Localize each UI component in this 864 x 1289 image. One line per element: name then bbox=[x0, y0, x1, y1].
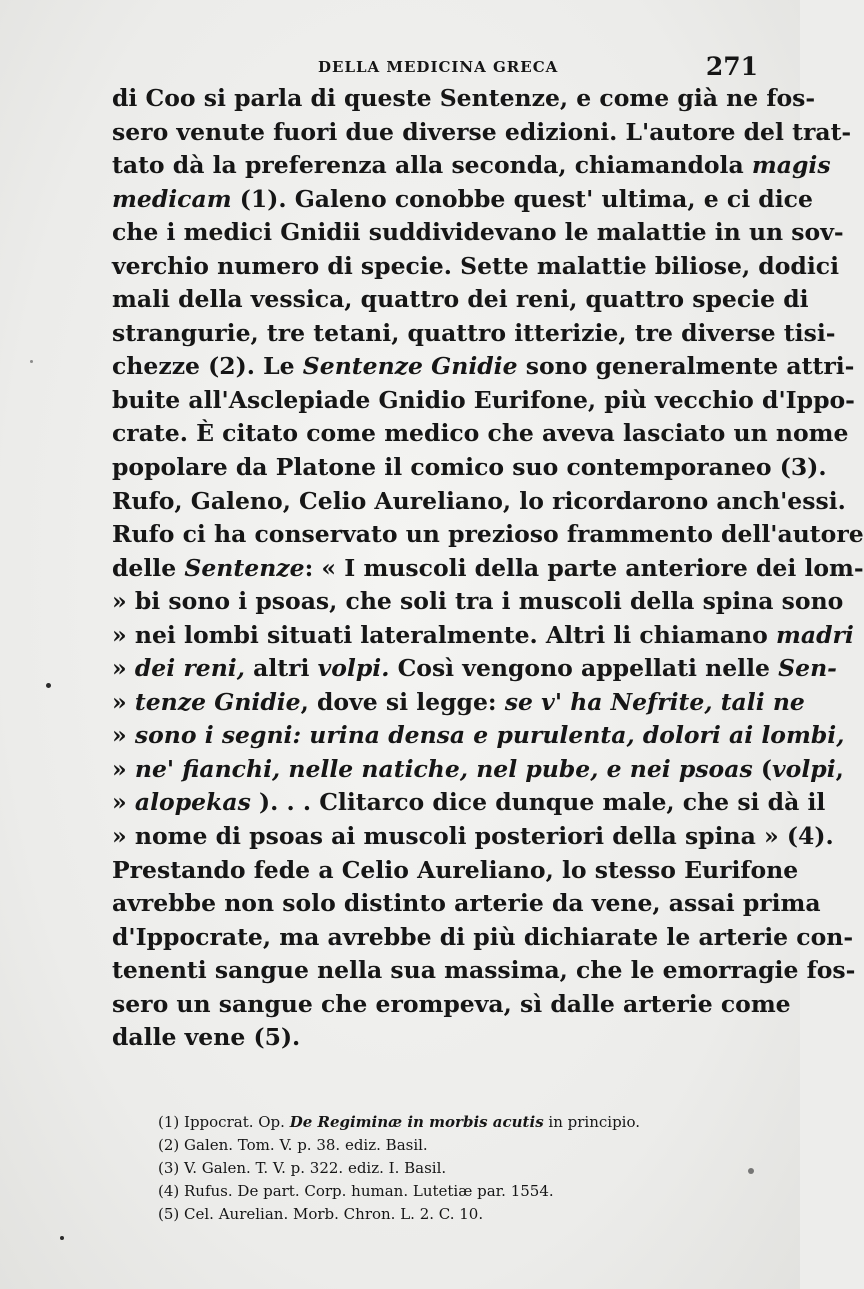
body-line bbox=[112, 753, 844, 787]
text-run: chezze (2). Le bbox=[112, 352, 303, 381]
text-run: d'Ippocrate, ma avrebbe di più dichiarate le arterie con- bbox=[112, 922, 854, 951]
text-run: (2) Galen. Tom. V. p. 38. ediz. Basil. bbox=[158, 1136, 428, 1154]
italic-text: tenze Gnidie bbox=[134, 687, 301, 716]
body-line bbox=[112, 786, 826, 820]
ink-speck bbox=[30, 360, 33, 363]
body-line bbox=[112, 619, 854, 653]
body-line bbox=[112, 686, 805, 720]
italic-text: volpi. bbox=[317, 654, 390, 683]
text-run: , dove si legge: bbox=[300, 687, 505, 716]
body-line bbox=[112, 317, 836, 351]
text-run: Rufo ci ha conservato un prezioso frammento dell'autore bbox=[112, 520, 864, 549]
footnote bbox=[158, 1180, 758, 1203]
text-run: » bbox=[112, 788, 135, 817]
footnotes bbox=[158, 1111, 758, 1226]
body-line bbox=[112, 82, 816, 116]
footnote bbox=[158, 1203, 758, 1226]
footnote bbox=[158, 1134, 758, 1157]
body-line bbox=[112, 518, 864, 552]
text-run: sero venute fuori due diverse edizioni. L'autore del trat- bbox=[112, 117, 852, 146]
text-run: altri bbox=[244, 654, 318, 683]
italic-text: sono i segni: urina densa e purulenta, dolori ai lombi, bbox=[134, 721, 845, 750]
footnote bbox=[158, 1157, 758, 1180]
text-run: ( bbox=[752, 754, 772, 783]
body-line bbox=[112, 350, 855, 384]
body-line bbox=[112, 149, 831, 183]
text-run: ). . . Clitarco dice dunque male, che si dà il bbox=[250, 788, 826, 817]
text-run: » bi sono i psoas, che soli tra i muscoli della spina sono bbox=[112, 587, 844, 616]
italic-text: dei reni, bbox=[134, 654, 245, 683]
body-line bbox=[112, 887, 821, 921]
italic-text: volpi bbox=[772, 754, 836, 783]
text-run: di Coo si parla di queste Sentenze, e come già ne fos- bbox=[112, 84, 816, 112]
body-line bbox=[112, 552, 864, 586]
text-run: strangurie, tre tetani, quattro itterizie, tre diverse tisi- bbox=[112, 318, 836, 347]
text-run: Rufo, Galeno, Celio Aureliano, lo ricordarono anch'essi. bbox=[112, 486, 846, 515]
body-line bbox=[112, 183, 813, 217]
text-run: mali della vessica, quattro dei reni, quattro specie di bbox=[112, 285, 809, 314]
body-line bbox=[112, 988, 791, 1022]
text-run: delle bbox=[112, 553, 185, 582]
body-line bbox=[112, 451, 827, 485]
text-run: in principio. bbox=[543, 1113, 640, 1131]
text-run: crate. È citato come medico che aveva lasciato un nome bbox=[112, 419, 849, 448]
ink-speck bbox=[46, 683, 51, 688]
body-line bbox=[112, 820, 834, 854]
text-run: » bbox=[112, 687, 135, 716]
italic-text: se v' ha Nefrite, tali ne bbox=[504, 687, 805, 716]
text-run: (1) Ippocrat. Op. bbox=[158, 1113, 290, 1131]
body-line bbox=[112, 250, 840, 284]
text-run: (5) Cel. Aurelian. Morb. Chron. L. 2. C. 10. bbox=[158, 1205, 484, 1223]
text-run: » bbox=[112, 654, 135, 683]
running-head bbox=[112, 54, 762, 84]
ink-speck bbox=[748, 1168, 754, 1174]
running-head-title: DELLA MEDICINA GRECA bbox=[318, 58, 559, 76]
body-text bbox=[112, 82, 864, 1055]
italic-text: alopekas bbox=[134, 788, 251, 817]
body-line bbox=[112, 854, 799, 888]
body-line bbox=[112, 116, 852, 150]
body-line bbox=[112, 585, 844, 619]
text-run: (4) Rufus. De part. Corp. human. Lutetiæ par. 1554. bbox=[158, 1182, 554, 1200]
italic-text: magis bbox=[751, 151, 831, 180]
text-run: che i medici Gnidii suddividevano le malattie in un sov- bbox=[112, 218, 844, 247]
body-line bbox=[112, 921, 854, 955]
text-run: » bbox=[112, 754, 135, 783]
footnote bbox=[158, 1111, 758, 1134]
text-run: » bbox=[112, 721, 135, 750]
text-run: (3) V. Galen. T. V. p. 322. ediz. I. Basil. bbox=[158, 1159, 447, 1177]
text-run: » nome di psoas ai muscoli posteriori della spina » (4). bbox=[112, 822, 834, 851]
body-line bbox=[112, 283, 809, 317]
body-line bbox=[112, 485, 846, 519]
body-line bbox=[112, 719, 845, 753]
italic-text: Sen- bbox=[778, 654, 837, 683]
body-line bbox=[112, 417, 849, 451]
body-line bbox=[112, 216, 844, 250]
text-run: Così vengono appellati nelle bbox=[389, 654, 779, 683]
body-line bbox=[112, 384, 855, 418]
text-run: Prestando fede a Celio Aureliano, lo stesso Eurifone bbox=[112, 855, 799, 884]
text-run: , bbox=[835, 754, 844, 783]
ink-speck bbox=[60, 1236, 64, 1240]
text-run: tenenti sangue nella sua massima, che le emorragie fos- bbox=[112, 956, 856, 985]
italic-text: Sentenze Gnidie bbox=[302, 352, 518, 381]
body-line bbox=[112, 954, 856, 988]
italic-text: medicam bbox=[112, 184, 232, 213]
text-run: : « I muscoli della parte anteriore dei lom- bbox=[304, 553, 864, 582]
text-run: popolare da Platone il comico suo contemporaneo (3). bbox=[112, 453, 827, 482]
italic-text: Sentenze bbox=[184, 553, 305, 582]
italic-text: madri bbox=[776, 620, 854, 649]
text-run: dalle vene (5). bbox=[112, 1023, 301, 1052]
text-run: verchio numero di specie. Sette malattie biliose, dodici bbox=[112, 251, 840, 280]
text-run: » nei lombi situati lateralmente. Altri li chiamano bbox=[112, 620, 777, 649]
text-run: sero un sangue che erompeva, sì dalle arterie come bbox=[112, 989, 791, 1018]
text-run: sono generalmente attri- bbox=[517, 352, 855, 381]
text-run: buite all'Asclepiade Gnidio Eurifone, più vecchio d'Ippo- bbox=[112, 385, 855, 414]
text-run: (1). Galeno conobbe quest' ultima, e ci dice bbox=[231, 184, 813, 213]
body-line bbox=[112, 1021, 762, 1055]
page-number: 271 bbox=[705, 52, 758, 81]
text-run: tato dà la preferenza alla seconda, chiamandola bbox=[112, 151, 752, 180]
italic-text: De Regiminæ in morbis acutis bbox=[289, 1113, 544, 1131]
text-run: avrebbe non solo distinto arterie da vene, assai prima bbox=[112, 889, 821, 918]
italic-text: ne' fianchi, nelle natiche, nel pube, e nei psoas bbox=[134, 754, 753, 783]
body-line bbox=[112, 652, 837, 686]
